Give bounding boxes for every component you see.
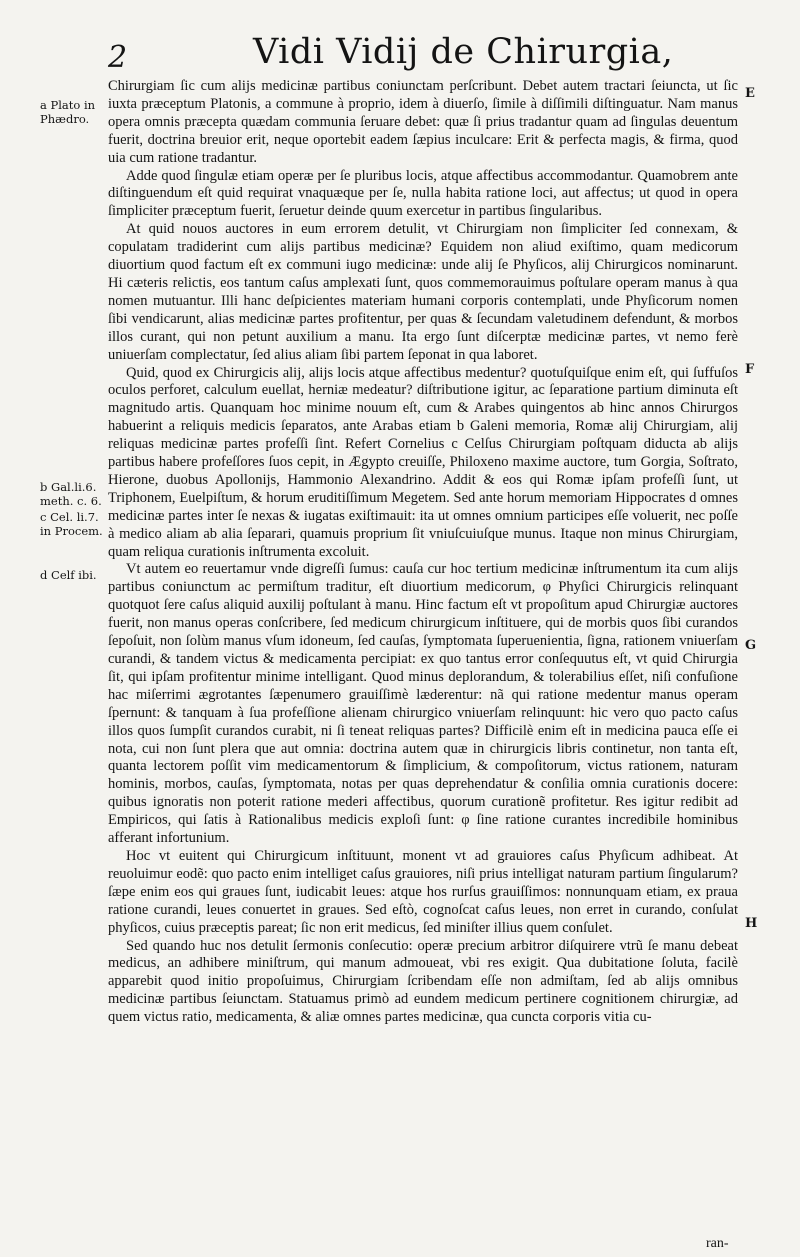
paragraph: Vt autem eo reuertamur vnde digreſſi ſumus: cauſa cur hoc tertium medicinæ inſtrumentum ita cum alijs partibus coniunctum ac permiſtum traditur, eſt diuortium medicorum, φ Phyſici Chirurgicis relinquant quotquot ſere caſus aliquid auxilij poſtulant à manu. Hinc factum eſt vt propoſitum apud Chirurgiæ auctores fuerit, non manus operas conſcribere, ſed medicum chirurgicum inſtituere, qui de morbis quos ſibi curandos ſepoſuit, non ſolùm manus vſum idoneum, ſed cauſas, ſymptomata ſuperuenientia, ſigna, rationem vniuerſam curandi, & tandem victus & medicamenta percipiat: ex quo tantus error conſequutus eſt, vt quid Chirurgia ſit, qui ipſam profitentur minime intelligant. Quod minus deplorandum, & tolerabilius eſſet, niſi confuſione hac miſerrimi ægrotantes ſæpenumero grauiſſimè læderentur: nã qui ratione medentur manus operam ſpernunt: & tanquam à ſua profeſſione alienam chirurgico vniuerſam relinquunt: hic vero quo pacto caſus illos quos ſumpſit curandos curabit, ni ſi teneat reliquas partes? Difficilè enim eſt in medicina pauca eſſe ei nota, cui non ſunt plera que aut omnia: doctrina autem quæ in chirurgicis libris continetur, non tanta eſt, quanta lectorem poſſit vim medicamentorum & ſimplicium, & compoſitorum, victus rationem, naturam hominis, morbos, cauſas, ſymptomata, notas per quas deprehendatur & conſilia omnia curationis docere: quibus ignoratis non poterit ratione mederi affectibus, quorum curationẽ profitetur. Res igitur redibit ad Empiricos, qui ſatis à Rationalibus medicis exploſi ſunt: φ ſine ratione curantes incredibile hominibus afferant infortunium. <box>108 561 738 847</box>
marginal-note: b Gal.li.6. meth. c. 6. <box>40 480 102 508</box>
paragraph: Adde quod ſingulæ etiam operæ per ſe pluribus locis, atque affectibus accommodantur. Quamobrem ante diſtinguendum eſt quid requirat vnaquæque per ſe, nulla habita ratione loci, aut affectus; ut quod in opera ſimpliciter præceptum fuerit, ſeruetur deinde quum exercetur in partibus ſingularibus. <box>108 167 738 220</box>
marginal-note: c Cel. li.7. in Procem. <box>40 510 103 538</box>
marginal-letter: H <box>745 916 758 931</box>
paragraph: Hoc vt euitent qui Chirurgicum inſtituunt, monent vt ad grauiores caſus Phyſicum adhibeat. At reuoluimur eodẽ: quo pacto enim intelliget caſus grauiores, niſi prius intelligat naturam partium ſingularum? ſæpe enim eos qui graues ſunt, iudicabit leues: atque hos rurſus grauiſſimos: nonnunquam etiam, ex praua ratione curandi, leues conuertet in graues. Sed eſtò, cognoſcat caſus leues, non erret in curando, conſulat phyſicos, cuius præceptis pareat; ſic non erit medicus, ſed miniſter illius quem conſulet. <box>108 847 738 936</box>
paragraph: Chirurgiam ſic cum alijs medicinæ partibus coniunctam perſcribunt. Debet autem tractari ſeiuncta, ut ſic iuxta præceptum Platonis, a commune à proprio, idem à diuerſo, ſimile à diſſimili diſtinguatur. Nam manus opera omnis præcepta quædam communia ſeruare debet: quæ ſi prius tradantur quam ad ſingulas deuentum fuerit, doctrina breuior erit, neque oportebit eadem ſæpius inculcare: Erit & perfecta magis, & firma, quod uia cum ratione tradantur. <box>108 78 738 166</box>
marginal-note: a Plato in Phædro. <box>40 98 96 126</box>
page-header <box>108 32 748 82</box>
paragraph: Quid, quod ex Chirurgicis alij, alijs locis atque affectibus medentur? quotuſquiſque enim eſt, qui ſuffuſos oculos perforet, calculum euellat, herniæ medeatur? diſtributione igitur, ac ſeparatione partium diminuta eſt magnitudo artis. Quanquam hoc minime nouum eſt, cum & Arabes quingentos ab hinc annos Chirurgos habuerint a reliquis medicis ſeparatos, ante Arabas etiam b Galeni memoria, Romæ alij Chirurgiam, alij reliquas medicinæ partes profeſſi ſint. Refert Cornelius c Celſus Chirurgiam poſtquam diducta ab alijs partibus habere profeſſores ſuos cepit, in Ægypto creuiſſe, Philoxeno maxime auctore, tum Gorgia, Soſtrato, Hierone, duobus Apollonijs, Hammonio Alexandrino. Addit & eos qui Romæ ipſam profeſſi ſunt, ut Triphonem, Euelpiſtum, & horum eruditiſſimum Megetem. Sed ante horum memoriam Hippocrates d omnes medicinæ partes inter ſe nexas & iugatas exiſtimauit: ita ut omnes omnium participes eſſe voluerit, nec poſſe à medico aliam ab alia ſeparari, quamuis proprium ſit vniuſcuiuſque munus. Itaque non minus Chirurgiam, quam reliqua curationis inſtrumenta excoluit. <box>108 364 738 560</box>
marginal-letter: E <box>745 86 755 101</box>
page-number: 2 <box>108 40 128 75</box>
marginal-letter: F <box>745 362 755 377</box>
paragraph: Sed quando huc nos detulit ſermonis conſecutio: operæ precium arbitror diſquirere vtrũ ſe manu debeat medicus, an adhibere miniſtrum, qui manum admoueat, vbi res exigit. Qua dubitatione ſoluta, facilè apparebit quod initio propoſuimus, Chirurgiam ſcribendam eſſe non admiſtam, ſed ab alijs omnibus medicinæ partibus ſeiunctam. Statuamus primò ad eundem medicum pertinere cognitionem chirurgiæ, ad quem victus ratio, medicamenta, & aliæ omnes partes medicinæ, qua cuncta corporis vitia cu- <box>108 937 738 1026</box>
marginal-note: d Celf ibi. <box>40 568 97 582</box>
catchword: ran- <box>706 1236 729 1251</box>
running-title: Vidi Vidij de Chirurgia, <box>253 32 674 72</box>
marginal-letter: G <box>745 638 757 653</box>
paragraph: At quid nouos auctores in eum errorem detulit, vt Chirurgiam non ſimpliciter ſed connexam, & copulatam tradiderint cum alijs partibus medicinæ? Equidem non aliud exiſtimo, quam medicorum diuortium quod factum eſt ex communi iugo medicinæ: unde alij ſe Phyſicos, alij Chirurgicos nominarunt. Hi cæteris relictis, eos tantum caſus amplexati ſunt, quos commemorauimus poſtulare operam manus à qua nomen mutuantur. Illi hanc deſpicientes materiam humani corporis contemplati, unde Phyſicorum nomen ſibi vendicarunt, alias medicinæ partes profitentur, per quas & ſecundam valetudinem defendunt, & morbos illos curant, qui non petunt auxilium a manu. Ita ergo ſunt diſcerptæ medicinæ partes, vt nemo ferè uniuerſam complectatur, ſed alius aliam ſibi partem ſeponat in qua laboret. <box>108 221 738 363</box>
main-text <box>108 78 738 1027</box>
